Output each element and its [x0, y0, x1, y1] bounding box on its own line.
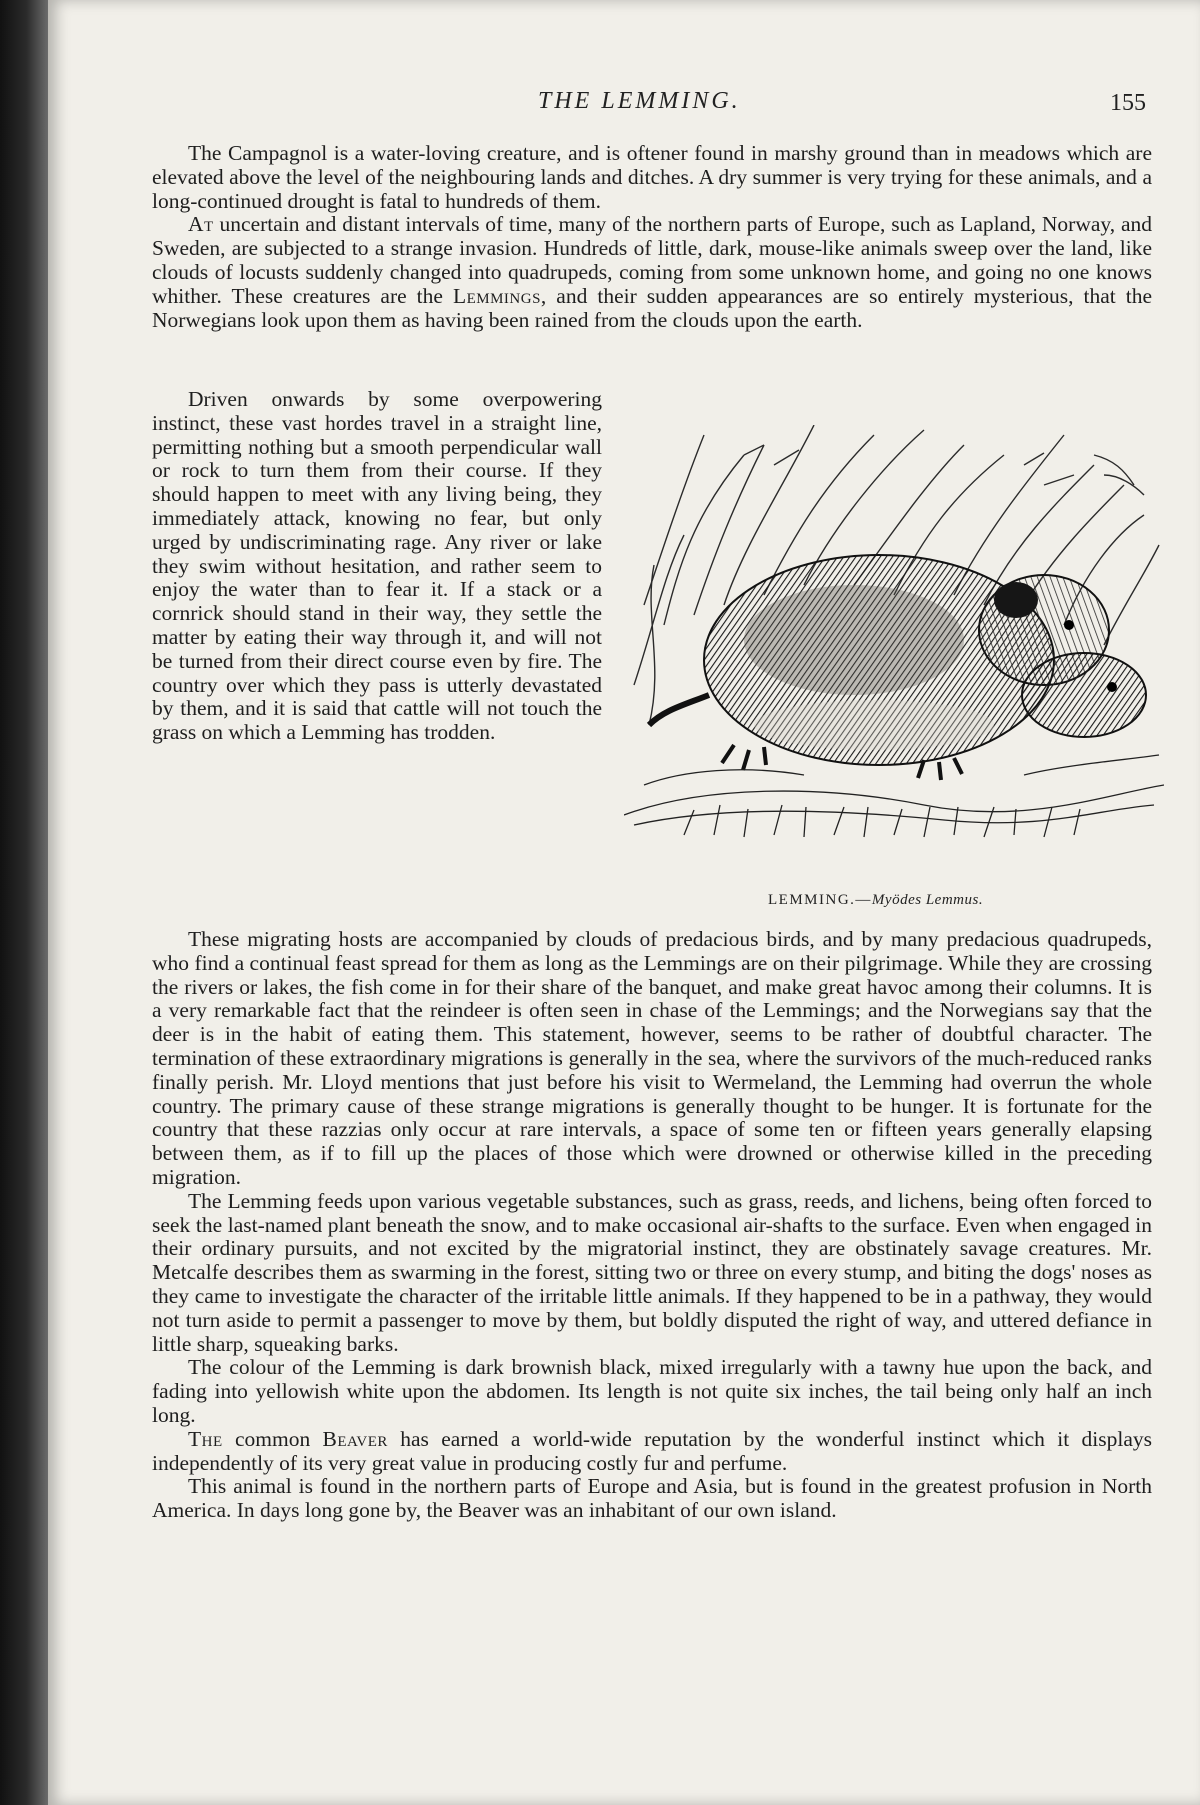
paragraph-beaver-range: This animal is found in the northern parts of Europe and Asia, but is found in the greatest profusion in North America. In days long gone by, the Beaver was an inhabitant of our own island.: [152, 1474, 1152, 1523]
small-caps-word: Lemmings: [452, 283, 541, 308]
paragraph-text: common: [222, 1426, 323, 1451]
paragraph-feeding: The Lemming feeds upon various vegetable substances, such as grass, reeds, and lichens, being often forced to seek the last-named plant beneath the snow, and to make occasional air-shafts to the surface. Even when engaged in their ordinary pursuits, and not excited by the migratorial instinct, they are obstinately savage creatures. Mr. Metcalfe describes them as swarming in the forest, sitting two or three on every stump, and biting the dogs' noses as they came to investigate the character of the irritable little animals. If they happened to be in a pathway, they would not turn aside to permit a passenger to move by them, but boldly disputed the right of way, and uttered defiance in little sharp, squeaking barks.: [152, 1188, 1152, 1356]
lemming-eye: [1064, 620, 1074, 630]
paragraph-migration-instinct: Driven onwards by some overpowering instinct, these vast hordes travel in a straight line, permitting nothing but a smooth perpendicular wall or rock to turn them from their course. If they should happen to meet with any living being, they immediately attack, knowing no fear, but only urged by undiscriminating rage. Any river or lake they swim without hesitation, and rather seem to enjoy the water than to fear it. If a stack or a cornrick should stand in their way, they settle the matter by eating their way through it, and will not be turned from their direct course even by fire. The country over which they pass is utterly devastated by them, and it is said that cattle will not touch the grass on which a Lemming has trodden.: [152, 387, 602, 745]
small-caps-word: The: [188, 1426, 223, 1451]
book-binding-shadow: [0, 0, 48, 1805]
text-block-bottom: [152, 928, 1152, 1523]
caption-label: LEMMING.—: [768, 892, 872, 908]
caption-species: Myödes Lemmus.: [871, 892, 984, 908]
book-page: [48, 0, 1200, 1805]
text-block-beside-figure: [152, 388, 602, 745]
lemming-engraving-image: [624, 425, 1164, 865]
lemming-tail: [649, 695, 709, 725]
small-caps-word: At: [188, 212, 214, 237]
paragraph-campagnol: The Campagnol is a water-loving creature, and is oftener found in marshy ground than in meadows which are elevated above the level of the neighbouring lands and ditches. A dry summer is very trying for these animals, and a long-continued drought is fatal to hundreds of them.: [152, 141, 1152, 213]
paragraph-text: , and their sudden appearances are so entirely mysterious, that the Norwegians look upon them as having been rained from the clouds upon the earth.: [152, 283, 1152, 332]
paragraph-lemming-intro: [152, 213, 1152, 332]
second-lemming-head: [1022, 653, 1146, 737]
small-caps-word: Beaver: [322, 1426, 388, 1451]
page-header: [48, 88, 1200, 128]
figure-caption: [768, 892, 983, 909]
paragraph-text: uncertain and distant intervals of time, many of the northern parts of Europe, such as Lapland, Norway, and Sweden, are subjected to a strange invasion. Hundreds of little, dark, mouse-like animals sweep over the land, like clouds of locusts suddenly changed into quadrupeds, coming from some unknown home, and going no one knows whither. These creatures are the: [152, 212, 1152, 308]
paragraph-beaver-intro: [152, 1428, 1152, 1476]
running-title: THE LEMMING.: [538, 88, 741, 114]
paragraph-colour: The colour of the Lemming is dark brownish black, mixed irregularly with a tawny hue upon the back, and fading into yellowish white upon the abdomen. Its length is not quite six inches, the tail being only half an inch long.: [152, 1355, 1152, 1427]
lemming-illustration: [624, 425, 1164, 845]
paragraph-predators: These migrating hosts are accompanied by clouds of predacious birds, and by many predacious quadrupeds, who find a continual feast spread for them as long as the Lemmings are on their pilgrimage. While they are crossing the rivers or lakes, the fish come in for their share of the banquet, and make great havoc among their columns. It is a very remarkable fact that the reindeer is often seen in chase of the Lemmings; and the Norwegians say that the deer is in the habit of eating them. This statement, however, seems to be rather of doubtful character. The termination of these extraordinary migrations is generally in the sea, where the survivors of the much-reduced ranks finally perish. Mr. Lloyd mentions that just before his visit to Wermeland, the Lemming had overrun the whole country. The primary cause of these strange migrations is generally thought to be hunger. It is fortunate for the country that these razzias only occur at rare intervals, a space of some ten or fifteen years generally elapsing between them, as if to fill up the places of those which were drowned or otherwise killed in the preceding migration.: [152, 927, 1152, 1189]
page-number: 155: [1110, 90, 1146, 116]
lemming-ear: [994, 582, 1038, 618]
text-block-top: [152, 142, 1152, 332]
ground-strokes: [624, 755, 1164, 837]
paragraph-text: has earned a world-wide reputation by the wonderful instinct which it displays independently of its very great value in producing costly fur and perfume.: [152, 1426, 1152, 1475]
